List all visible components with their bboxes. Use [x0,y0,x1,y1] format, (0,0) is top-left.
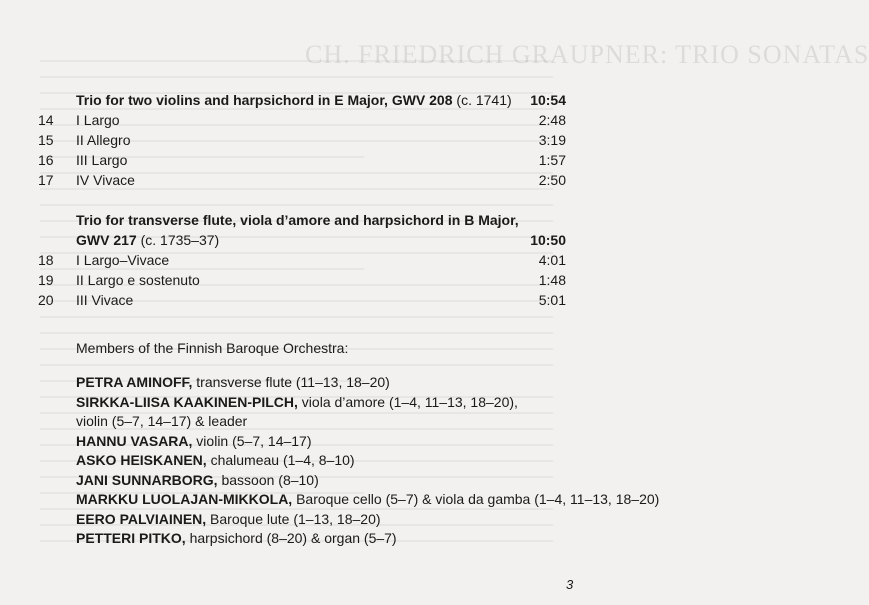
member-role: transverse flute (11–13, 18–20) [192,374,390,390]
member-entry-continued [76,411,247,431]
member-entry [76,489,659,509]
member-name: JANI SUNNARBORG, [76,472,218,488]
show-through-line [40,204,553,206]
show-through-line [40,332,553,334]
member-entry [76,372,390,392]
member-entry [76,509,381,529]
track-row [0,170,599,190]
member-role: chalumeau (1–4, 8–10) [206,452,355,468]
track-duration: 3:19 [538,132,566,148]
track-row [0,270,599,290]
show-through-line [40,364,553,366]
track-row [0,250,599,270]
show-through-line [40,60,553,62]
member-entry [76,528,397,548]
member-role: viola d’amore (1–4, 11–13, 18–20), [297,394,518,410]
track-number: 16 [38,152,54,168]
member-name: ASKO HEISKANEN, [76,452,207,468]
show-through-line [40,76,553,78]
member-entry [76,392,518,412]
movement-name: III Vivace [76,292,134,308]
movement-name: I Largo–Vivace [76,252,170,268]
track-duration: 2:50 [538,172,566,188]
member-name: SIRKKA-LIISA KAAKINEN-PILCH, [76,394,298,410]
member-name: HANNU VASARA, [76,433,193,449]
track-row [0,150,599,170]
member-role: harpsichord (8–20) & organ (5–7) [185,530,397,546]
page-number: 3 [566,577,574,592]
track-number: 15 [38,132,54,148]
track-duration: 5:01 [538,292,566,308]
track-row [0,130,599,150]
work-total-duration: 10:54 [530,92,566,108]
track-number: 20 [38,292,54,308]
member-role: violin (5–7, 14–17) [192,433,312,449]
movement-name: IV Vivace [76,172,135,188]
member-role: bassoon (8–10) [217,472,319,488]
track-number: 17 [38,172,54,188]
member-role: Baroque cello (5–7) & viola da gamba (1–4, 11–13, 18–20) [292,491,660,507]
member-entry [76,431,312,451]
member-entry [76,450,355,470]
show-through-title: CH. FRIEDRICH GRAUPNER: TRIO SONATAS [305,40,869,69]
member-role: Baroque lute (1–13, 18–20) [206,511,381,527]
work-date: (c. 1735–37) [140,232,220,248]
track-duration: 2:48 [538,112,566,128]
work-title: Trio for two violins and harpsichord in E Major, GWV 208 [76,92,453,108]
member-name: PETTERI PITKO, [76,530,186,546]
track-number: 14 [38,112,54,128]
work-title: Trio for transverse flute, viola d’amore and harpsichord in B Major, [76,212,519,228]
track-number: 19 [38,272,54,288]
member-role: violin (5–7, 14–17) & leader [76,413,248,429]
work-heading-line1 [0,210,599,230]
members-heading: Members of the Finnish Baroque Orchestra: [76,340,349,356]
track-duration: 4:01 [538,252,566,268]
member-name: PETRA AMINOFF, [76,374,193,390]
track-row [0,290,599,310]
member-entry [76,470,319,490]
movement-name: I Largo [76,112,120,128]
work-heading-line2 [0,230,599,250]
show-through-line [40,316,553,318]
member-name: MARKKU LUOLAJAN-MIKKOLA, [76,491,293,507]
work-date: (c. 1741) [456,92,512,108]
track-duration: 1:57 [538,152,566,168]
track-duration: 1:48 [538,272,566,288]
movement-name: II Allegro [76,132,131,148]
track-number: 18 [38,252,54,268]
work-heading [0,90,599,110]
work-total-duration: 10:50 [530,232,566,248]
track-row [0,110,599,130]
member-name: EERO PALVIAINEN, [76,511,207,527]
work-catalogue-number: GWV 217 [76,232,137,248]
movement-name: III Largo [76,152,128,168]
movement-name: II Largo e sostenuto [76,272,200,288]
